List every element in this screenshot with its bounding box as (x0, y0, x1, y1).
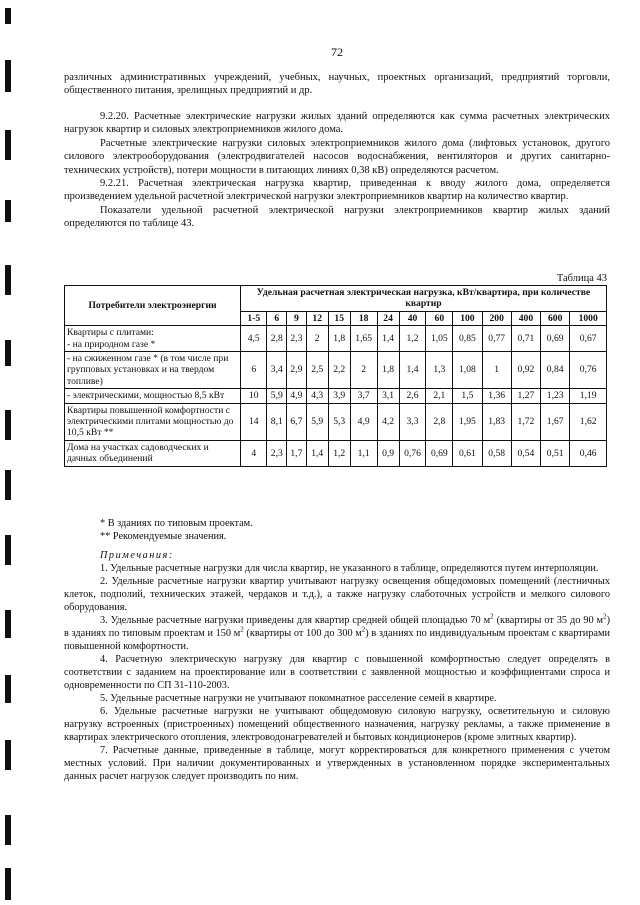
load-header: Удельная расчетная электрическая нагрузка, кВт/квартира, при количестве квартир (241, 286, 607, 312)
table-cell: 2,8 (267, 326, 287, 352)
table-cell: 1,5 (453, 389, 482, 403)
column-header: 1000 (570, 311, 607, 325)
table-row (65, 440, 607, 466)
table-cell: 2,2 (328, 352, 350, 389)
paragraph-9-2-21: 9.2.21. Расчетная электрическая нагрузка квартир, приведенная к вводу жилого дома, определяется произведением удельной расчетной электрической нагрузки электроприемников квартир на количество квартир. (64, 178, 610, 203)
table-cell: 8,1 (267, 403, 287, 440)
table-cell: 10 (241, 389, 267, 403)
table-cell: 0,69 (426, 440, 453, 466)
table-cell: 0,51 (541, 440, 570, 466)
table-row (65, 326, 607, 352)
table-cell: 1,67 (541, 403, 570, 440)
table-cell: 1,19 (570, 389, 607, 403)
table-cell: 0,69 (541, 326, 570, 352)
table-cell: 0,67 (570, 326, 607, 352)
table-cell: 0,85 (453, 326, 482, 352)
table-cell: 1,72 (511, 403, 540, 440)
table-cell: 2,3 (287, 326, 307, 352)
column-header: 24 (377, 311, 399, 325)
table-cell: 1,1 (350, 440, 377, 466)
table-row (65, 389, 607, 403)
binding-mark (5, 340, 11, 366)
table-cell: 4,3 (306, 389, 328, 403)
intro-paragraph (64, 71, 610, 98)
table-cell: 0,61 (453, 440, 482, 466)
note-item: 1. Удельные расчетные нагрузки для числа квартир, не указанного в таблице, определяются путем интерполяции. (100, 563, 599, 574)
table-cell: 0,58 (482, 440, 511, 466)
table-cell: 0,46 (570, 440, 607, 466)
table-43 (64, 285, 607, 467)
table-cell: 1,83 (482, 403, 511, 440)
table-caption: Таблица 43 (556, 273, 607, 284)
table-cell: 0,76 (570, 352, 607, 389)
table-cell: 1,2 (399, 326, 426, 352)
table-cell: 1,36 (482, 389, 511, 403)
column-header: 600 (541, 311, 570, 325)
table-cell: 1,3 (426, 352, 453, 389)
binding-mark (5, 8, 11, 24)
table-cell: 14 (241, 403, 267, 440)
notes-section (64, 517, 610, 783)
superscript-2: 2 (240, 625, 244, 634)
table-cell: 1,4 (306, 440, 328, 466)
intro-text: различных административных учреждений, учебных, научных, проектных организаций, предприятий торговли, общественного питания, зрелищных предприятий и др. (64, 72, 610, 97)
binding-mark (5, 410, 11, 440)
table-cell: 1,65 (350, 326, 377, 352)
table-cell: 1,8 (377, 352, 399, 389)
table-cell: 2 (350, 352, 377, 389)
table-cell: 4,9 (350, 403, 377, 440)
table-row (65, 352, 607, 389)
row-label: Квартиры с плитами: - на природном газе * (65, 326, 241, 352)
binding-mark (5, 265, 11, 295)
table-body (65, 326, 607, 466)
paragraph-power-loads: Расчетные электрические нагрузки силовых электроприемников жилого дома (лифтовых установок, другого силового электрооборудования (электродвигателей насосов водоснабжения, вентиляторов и других санитарно-технических устройств), потери мощности в питающих линиях 0,38 кВ) определяются расчетом. (64, 137, 610, 176)
table-cell: 3,3 (399, 403, 426, 440)
table-cell: 1,4 (399, 352, 426, 389)
column-header: 200 (482, 311, 511, 325)
binding-mark (5, 815, 11, 845)
column-header: 15 (328, 311, 350, 325)
table-cell: 2 (306, 326, 328, 352)
table-cell: 4,2 (377, 403, 399, 440)
footnote-typical: * В зданиях по типовым проектам. (100, 518, 253, 529)
table-cell: 6 (241, 352, 267, 389)
note-3-text: (квартиры от 35 до 90 м (493, 615, 604, 626)
table-cell: 1,8 (328, 326, 350, 352)
note-item: 6. Удельные расчетные нагрузки не учитывают общедомовую силовую нагрузку, осветительную и силовую нагрузку встроенных (пристроенных) помещений общественного назначения, нагрузку рекламы, а также применение в квартирах электрического отопления, электроводонагревателей и бытовых кондиционеров (кроме элитных квартир). (64, 706, 610, 743)
table-cell: 1,7 (287, 440, 307, 466)
column-header: 18 (350, 311, 377, 325)
table-cell: 1,95 (453, 403, 482, 440)
table-cell: 2,1 (426, 389, 453, 403)
footnote-recommended: ** Рекомендуемые значения. (100, 531, 227, 542)
row-label: Квартиры повышенной комфортности с электрическими плитами мощностью до 10,5 кВт ** (65, 403, 241, 440)
table-cell: 0,9 (377, 440, 399, 466)
table-cell: 4 (241, 440, 267, 466)
paragraph-indicators: Показатели удельной расчетной электрической нагрузки электроприемников квартир жилых зданий определяются по таблице 43. (64, 204, 610, 230)
table-cell: 2,8 (426, 403, 453, 440)
table-cell: 5,9 (306, 403, 328, 440)
body-paragraphs (64, 110, 610, 231)
table-cell: 5,3 (328, 403, 350, 440)
table-cell: 0,84 (541, 352, 570, 389)
binding-mark (5, 868, 11, 900)
table-cell: 2,9 (287, 352, 307, 389)
table-cell: 0,71 (511, 326, 540, 352)
binding-mark (5, 60, 11, 92)
column-header: 60 (426, 311, 453, 325)
table-cell: 0,77 (482, 326, 511, 352)
table-header-row (65, 286, 607, 312)
table-cell: 3,9 (328, 389, 350, 403)
note-3-text: ) в зданиях по индивидуальным проектам с квартирами повышенной комфортности. (64, 628, 610, 652)
note-item: 2. Удельные расчетные нагрузки квартир учитывают нагрузку освещения общедомовых помещений (лестничных клеток, подполий, технических этажей, чердаков и т.д.), а также нагрузку слаботочных устройств и мелкого силового оборудования. (64, 576, 610, 613)
superscript-2: 2 (490, 612, 494, 621)
note-item: 5. Удельные расчетные нагрузки не учитывают покомнатное расселение семей в квартире. (100, 693, 497, 704)
table-cell: 1,08 (453, 352, 482, 389)
table-cell: 1 (482, 352, 511, 389)
table-cell: 0,54 (511, 440, 540, 466)
binding-mark (5, 675, 11, 703)
binding-mark (5, 470, 11, 500)
superscript-2: 2 (361, 625, 366, 634)
row-label: - электрическими, мощностью 8,5 кВт (65, 389, 241, 403)
table-cell: 1,23 (541, 389, 570, 403)
column-header: 1-5 (241, 311, 267, 325)
column-header: 40 (399, 311, 426, 325)
table-cell: 1,05 (426, 326, 453, 352)
table-cell: 3,4 (267, 352, 287, 389)
paragraph-9-2-20: 9.2.20. Расчетные электрические нагрузки жилых зданий определяются как сумма расчетных электрических нагрузок квартир и силовых электроприемников жилого дома. (64, 111, 610, 136)
table-cell: 1,27 (511, 389, 540, 403)
notes-title: Примечания: (100, 550, 174, 561)
row-label: Дома на участках садоводческих и дачных объединений (65, 440, 241, 466)
binding-mark (5, 130, 11, 160)
binding-mark (5, 200, 11, 222)
consumers-header: Потребители электроэнергии (65, 286, 241, 326)
binding-mark (5, 535, 11, 565)
column-header: 400 (511, 311, 540, 325)
column-header: 6 (267, 311, 287, 325)
table-cell: 2,6 (399, 389, 426, 403)
table-cell: 4,9 (287, 389, 307, 403)
note-item-3 (64, 614, 610, 653)
table-cell: 5,9 (267, 389, 287, 403)
note-3-text: 3. Удельные расчетные нагрузки приведены для квартир средней общей площадью 70 м (100, 615, 491, 626)
table-cell: 0,92 (511, 352, 540, 389)
page-number: 72 (331, 45, 343, 59)
note-3-text: ) в зданиях по типовым проектам и 150 м (64, 615, 610, 639)
table-cell: 1,2 (328, 440, 350, 466)
table-cell: 6,7 (287, 403, 307, 440)
table-cell: 2,3 (267, 440, 287, 466)
note-item: 4. Расчетную электрическую нагрузку для квартир с повышенной комфортностью следует определять в соответствии с заданием на проектирование или в соответствии с заявленной мощностью и коэффициентами спроса и одновременности по СП 31-110-2003. (64, 654, 610, 691)
note-3-text: (квартиры от 100 до 300 м (243, 628, 362, 639)
binding-mark (5, 610, 11, 638)
superscript-2: 2 (603, 612, 607, 621)
row-label: - на сжиженном газе * (в том числе при групповых установках и на твердом топливе) (65, 352, 241, 389)
column-header: 100 (453, 311, 482, 325)
table-cell: 2,5 (306, 352, 328, 389)
table-row (65, 403, 607, 440)
table-cell: 0,76 (399, 440, 426, 466)
table-cell: 3,1 (377, 389, 399, 403)
note-item: 7. Расчетные данные, приведенные в таблице, могут корректироваться для конкретного применения с учетом местных условий. При наличии документированных и утвержденных в установленном порядке экспериментальных данных расчет нагрузок следует производить по ним. (64, 745, 610, 782)
table-cell: 1,4 (377, 326, 399, 352)
binding-mark (5, 740, 11, 770)
table-cell: 1,62 (570, 403, 607, 440)
table-cell: 4,5 (241, 326, 267, 352)
table-cell: 3,7 (350, 389, 377, 403)
column-header: 9 (287, 311, 307, 325)
column-header: 12 (306, 311, 328, 325)
